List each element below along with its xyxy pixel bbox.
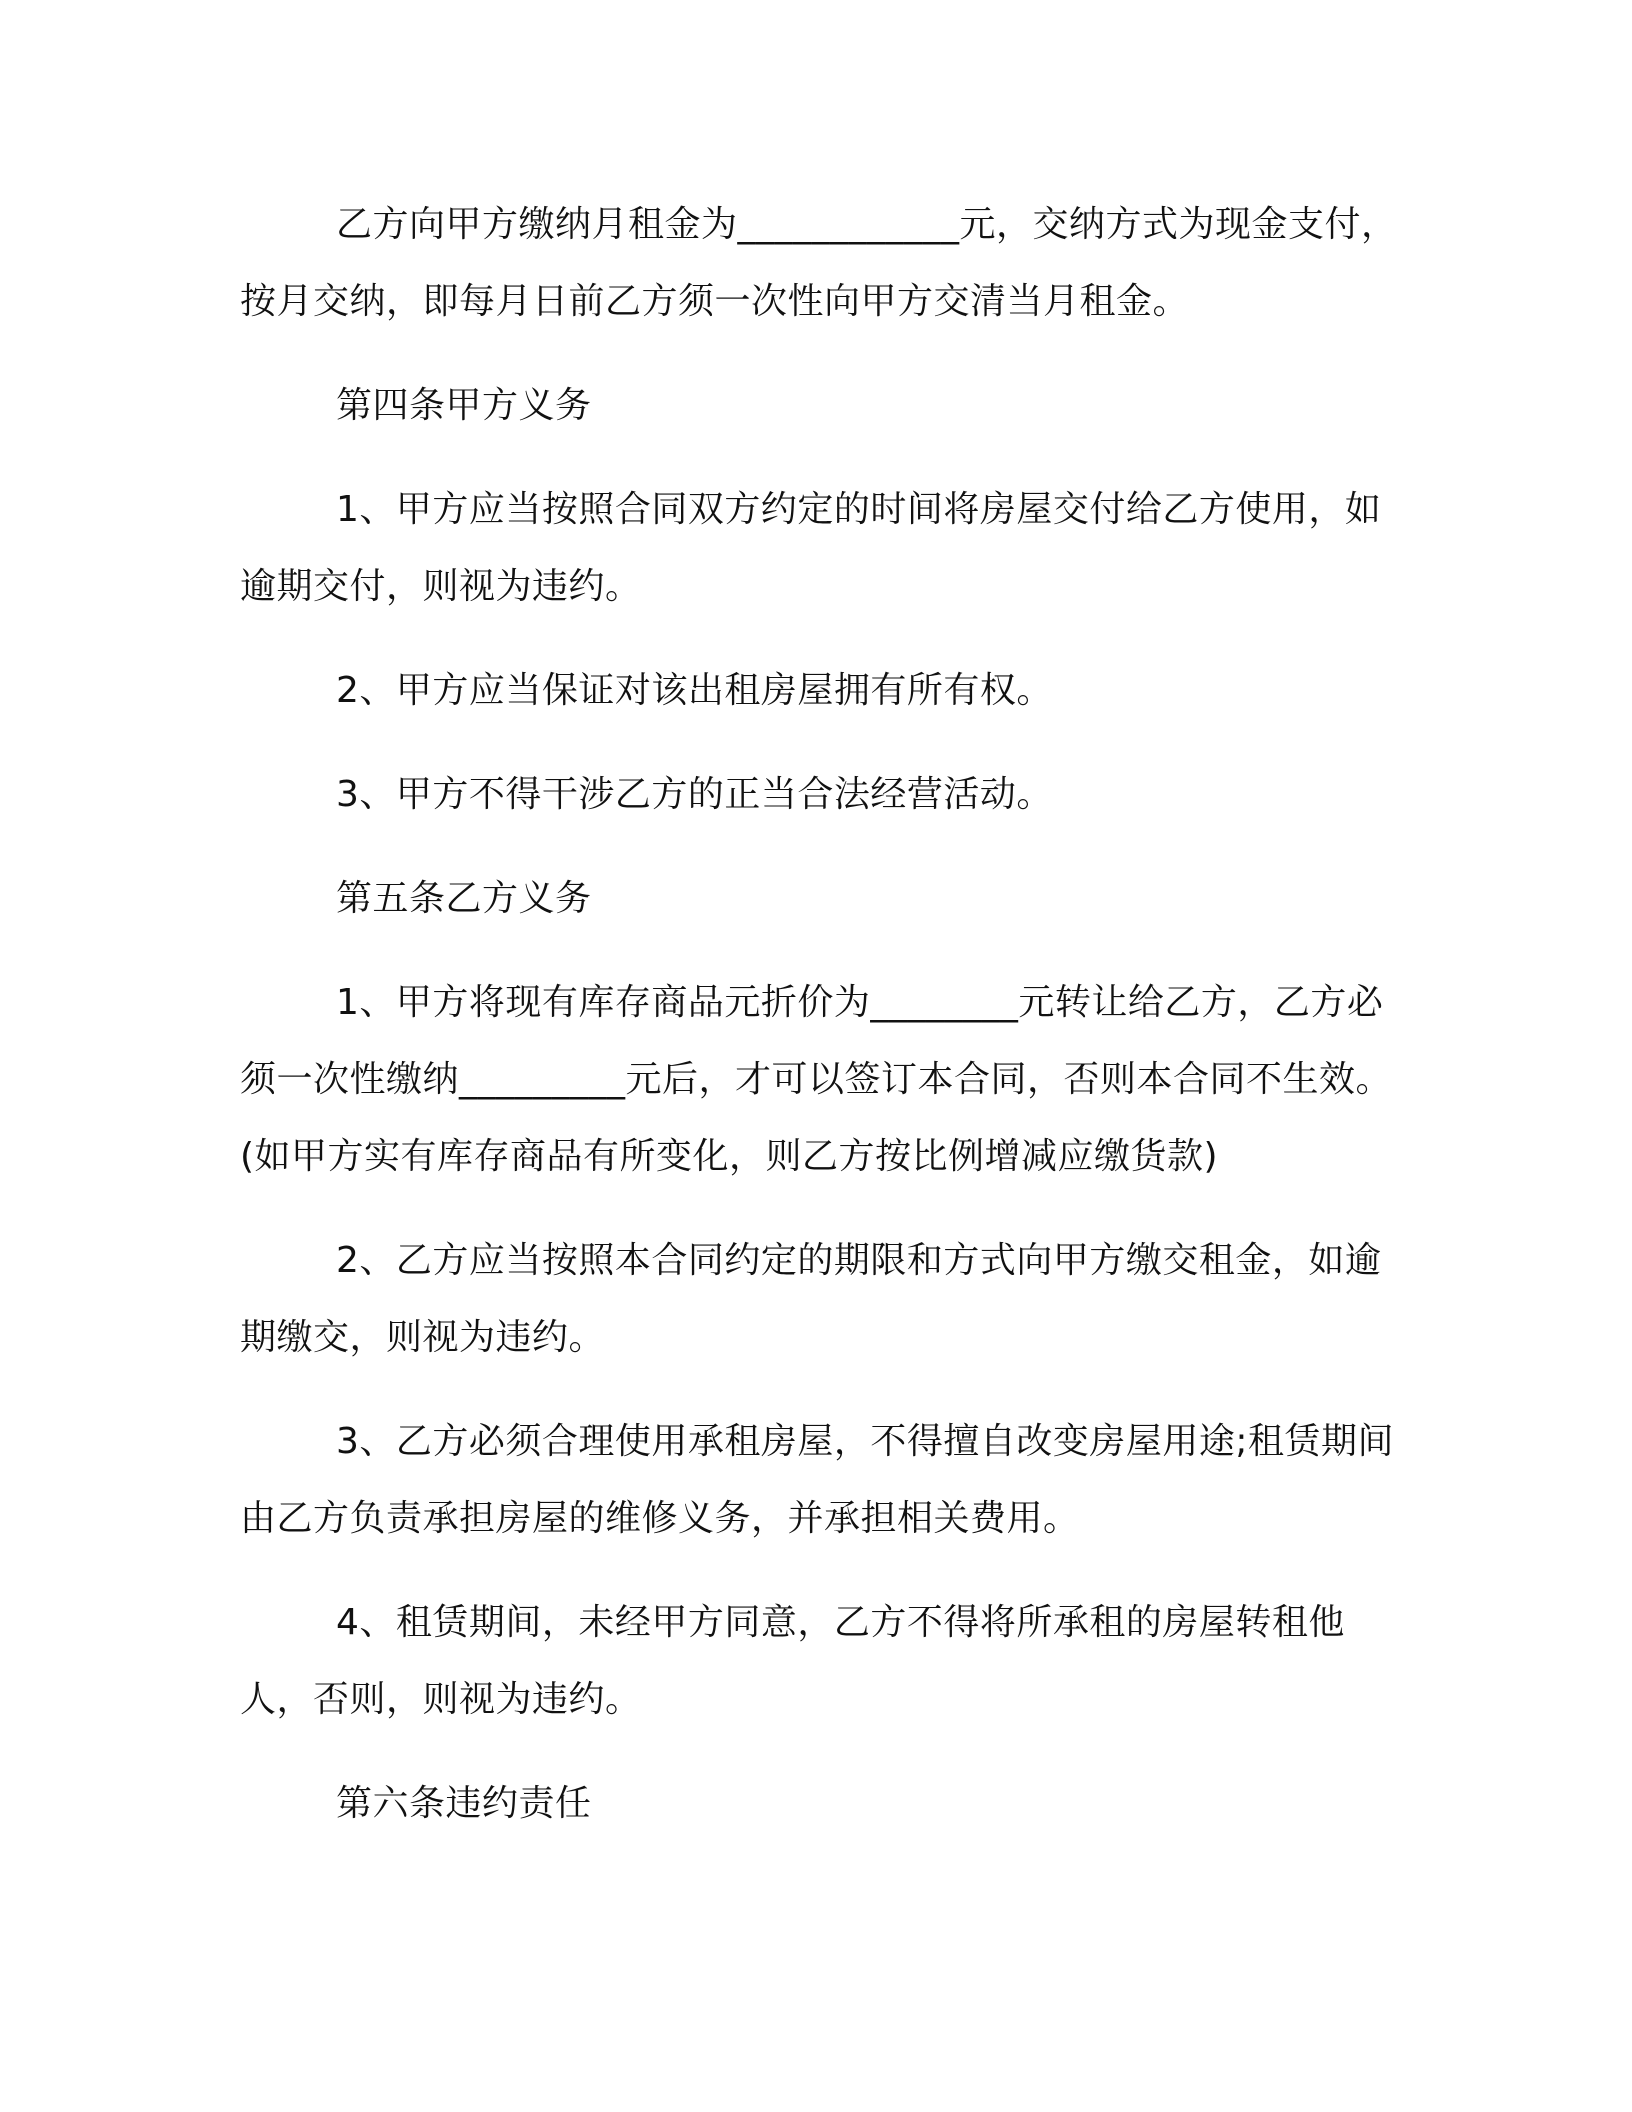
paragraph-rent-payment: 乙方向甲方缴纳月租金为____________元，交纳方式为现金支付，按月交纳，即每月日前乙方须一次性向甲方交清当月租金。 — [240, 204, 1398, 322]
heading-article-4: 第四条甲方义务 — [336, 385, 592, 426]
paragraph-article-5-item-2: 2、乙方应当按照本合同约定的期限和方式向甲方缴交租金，如逾期缴交，则视为违约。 — [240, 1240, 1382, 1358]
paragraph-article-4-item-3: 3、甲方不得干涉乙方的正当合法经营活动。 — [336, 774, 1053, 815]
paragraph-article-5-item-3: 3、乙方必须合理使用承租房屋，不得擅自改变房屋用途;租赁期间由乙方负责承担房屋的维修义务，并承担相关费用。 — [240, 1421, 1395, 1539]
paragraph-article-5-item-4: 4、租赁期间，未经甲方同意，乙方不得将所承租的房屋转租他人，否则，则视为违约。 — [240, 1602, 1345, 1720]
heading-article-6: 第六条违约责任 — [336, 1783, 592, 1824]
paragraph-article-5-item-1: 1、甲方将现有库存商品元折价为________元转让给乙方，乙方必须一次性缴纳_________元后，才可以签订本合同，否则本合同不生效。(如甲方实有库存商品有所变化，则乙方按比例增减应缴货款) — [240, 982, 1393, 1177]
heading-article-5: 第五条乙方义务 — [336, 878, 592, 919]
paragraph-article-4-item-1: 1、甲方应当按照合同双方约定的时间将房屋交付给乙方使用，如逾期交付，则视为违约。 — [240, 489, 1382, 607]
paragraph-article-4-item-2: 2、甲方应当保证对该出租房屋拥有所有权。 — [336, 670, 1053, 711]
document-body — [240, 186, 1400, 1842]
